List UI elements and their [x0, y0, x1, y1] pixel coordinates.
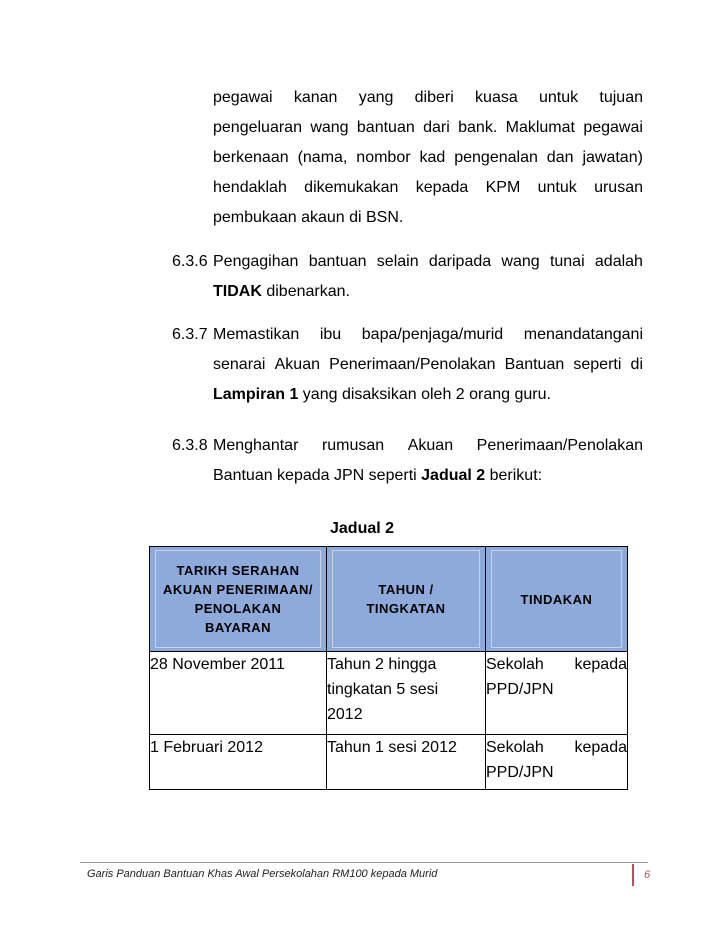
- word: dikemukakan: [304, 179, 399, 196]
- table-row: [150, 735, 628, 790]
- cell-line: [486, 652, 627, 677]
- word: dari: [423, 119, 450, 136]
- word: Menghantar: [213, 437, 299, 454]
- word: Maklumat: [505, 119, 575, 136]
- word: bantuan: [356, 119, 415, 136]
- word: bantuan: [308, 253, 367, 270]
- header-text-line: TAHUN /: [378, 582, 434, 597]
- header-text-line: TINDAKAN: [520, 591, 593, 607]
- item-637-line2: [213, 355, 643, 375]
- header-text-line: TINGKATAN: [366, 601, 446, 616]
- word: pegawai: [213, 89, 273, 106]
- word: Akuan: [407, 437, 454, 454]
- item-number-638: 6.3.8: [172, 437, 208, 454]
- word: bank.: [458, 119, 498, 136]
- para-line-1: [213, 88, 643, 108]
- header-tarikh: [150, 547, 327, 652]
- word: pengeluaran: [213, 119, 302, 136]
- para-line-5: pembukaan akaun di BSN.: [213, 209, 404, 226]
- cell-line: tingkatan 5 sesi: [327, 681, 439, 698]
- word: senarai: [213, 356, 266, 373]
- header-text-line: TARIKH SERAHAN: [176, 563, 300, 578]
- item-638-line1: [213, 436, 643, 456]
- header-tahun: [327, 547, 486, 652]
- cell-line: [486, 735, 627, 760]
- word: di: [630, 356, 643, 373]
- word: kepada: [574, 739, 627, 756]
- item-637-rest: yang disaksikan oleh 2 orang guru.: [298, 386, 551, 403]
- cell-line: Tahun 2 hingga: [327, 656, 437, 673]
- word: diberi: [414, 89, 454, 106]
- cell-tahun: [327, 652, 486, 735]
- word: ibu: [319, 326, 342, 343]
- cell-tindakan: [486, 652, 628, 735]
- header-text-line: PENOLAKAN: [194, 601, 282, 616]
- word: jawatan): [582, 149, 643, 166]
- item-637-line3: [213, 385, 551, 405]
- item-number-636: 6.3.6: [172, 253, 208, 270]
- item-638-rest: berikut:: [485, 467, 543, 484]
- word: Bantuan: [504, 356, 565, 373]
- cell-line: PPD/JPN: [486, 681, 554, 698]
- word: untuk: [539, 89, 579, 106]
- emphasis-tidak: TIDAK: [213, 283, 262, 300]
- word: urusan: [594, 179, 643, 196]
- item-638-line2: [213, 466, 542, 486]
- word: wang: [501, 253, 540, 270]
- para-line-4: [213, 178, 643, 198]
- header-tarikh-box: [155, 550, 321, 648]
- word: nombor: [356, 149, 411, 166]
- cell-tahun: [327, 735, 486, 790]
- word: bapa/penjaga/murid: [361, 326, 504, 343]
- word: kad: [419, 149, 446, 166]
- word: Penerimaan/Penolakan: [329, 356, 496, 373]
- word: kepada: [574, 656, 627, 673]
- word: tujuan: [599, 89, 643, 106]
- word: Memastikan: [213, 326, 300, 343]
- word: rumusan: [321, 437, 385, 454]
- cell-tarikh: 1 Februari 2012: [150, 735, 327, 790]
- word: seperti: [573, 356, 622, 373]
- word: Penerimaan/Penolakan: [476, 437, 643, 454]
- word: KPM: [485, 179, 521, 196]
- item-number-637: 6.3.7: [172, 326, 208, 343]
- word: adalah: [594, 253, 643, 270]
- word: tunai: [549, 253, 585, 270]
- word: Sekolah: [486, 739, 544, 756]
- header-text-line: BAYARAN: [204, 620, 272, 635]
- para-line-2: [213, 118, 643, 138]
- item-636-line1: [213, 252, 643, 272]
- word: daripada: [428, 253, 492, 270]
- word: kepada: [415, 179, 469, 196]
- word: berkenaan: [213, 149, 289, 166]
- word: (nama,: [297, 149, 348, 166]
- para-line-3: [213, 148, 643, 168]
- cell-line: 2012: [327, 706, 363, 723]
- word: dan: [546, 149, 574, 166]
- word: menandatangani: [523, 326, 643, 343]
- emphasis-lampiran: Lampiran 1: [213, 386, 299, 403]
- word: selain: [376, 253, 419, 270]
- header-tahun-box: [332, 550, 480, 648]
- word: hendaklah: [213, 179, 287, 196]
- word: wang: [310, 119, 349, 136]
- emphasis-jadual: Jadual 2: [421, 467, 486, 484]
- word: yang: [358, 89, 394, 106]
- table-caption: Jadual 2: [330, 520, 395, 537]
- word: pengenalan: [454, 149, 538, 166]
- item-637-line1: [213, 325, 643, 345]
- cell-tarikh: 28 November 2011: [150, 652, 327, 735]
- page-number: 6: [632, 864, 656, 886]
- cell-line: PPD/JPN: [486, 764, 554, 781]
- word: Akuan: [274, 356, 320, 373]
- word: Sekolah: [486, 656, 544, 673]
- footer-rule: [80, 862, 648, 863]
- item-636-line2: [213, 282, 350, 302]
- word: pegawai: [583, 119, 643, 136]
- word: kuasa: [475, 89, 518, 106]
- header-tindakan: [486, 547, 628, 652]
- item-636-rest: dibenarkan.: [261, 283, 350, 300]
- header-text-line: AKUAN PENERIMAAN/: [162, 582, 314, 597]
- header-tindakan-box: [491, 550, 622, 648]
- table-header-row: [150, 547, 628, 652]
- footer-title: Garis Panduan Bantuan Khas Awal Persekolahan RM100 kepada Murid: [87, 868, 438, 880]
- jadual-2-table: [149, 546, 628, 790]
- cell-tindakan: [486, 735, 628, 790]
- word: untuk: [537, 179, 577, 196]
- word: kanan: [293, 89, 338, 106]
- item-638-pre: Bantuan kepada JPN seperti: [213, 467, 422, 484]
- table-row: [150, 652, 628, 735]
- word: Pengagihan: [213, 253, 299, 270]
- cell-line: Tahun 1 sesi 2012: [327, 739, 457, 756]
